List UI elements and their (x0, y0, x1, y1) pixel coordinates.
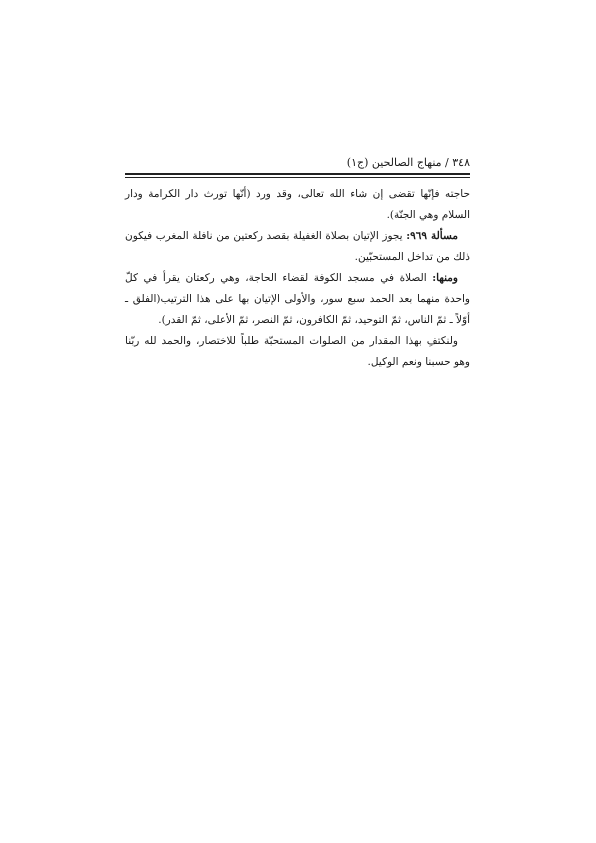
header-rule-thick (125, 173, 470, 175)
paragraph-2 (125, 226, 470, 268)
header-rule-thin (125, 177, 470, 178)
paragraph-3 (125, 268, 470, 331)
paragraph-1 (125, 184, 470, 226)
paragraph-text: الصلاة في مسجد الكوفة لقضاء الحاجة، وهي ركعتان يقرأ في كلّ واحدة منهما بعد الحمد سبع سور، والأولى الإتيان بها على هذا الترتيب(الفلق ـ أوّلاً ـ ثمّ الناس، ثمّ التوحيد، ثمّ الكافرون، ثمّ النصر، ثمّ الأعلى، ثمّ القدر). (125, 272, 470, 326)
paragraph-lead: ومنها: (432, 272, 458, 284)
paragraph-text: حاجته فإنّها تقضى إن شاء الله تعالى، وقد ورد (أنّها تورث دار الكرامة ودار السلام وهي الجنّة). (125, 188, 470, 221)
paragraph-text: يجوز الإتيان بصلاة الغفيلة بقصد ركعتين من نافلة المغرب فيكون ذلك من تداخل المستحبّين. (125, 230, 470, 263)
issue-number: مسألة ٩٦٩: (406, 230, 458, 242)
body-text (125, 184, 470, 373)
running-header: ٣٤٨ / منهاج الصالحين (ج١) (346, 156, 470, 169)
paragraph-text: ولنكتفِ بهذا المقدار من الصلوات المستحبّة طلباً للاختصار، والحمد لله ربّنا وهو حسبنا ونعم الوكيل. (125, 335, 470, 368)
paragraph-4 (125, 331, 470, 373)
